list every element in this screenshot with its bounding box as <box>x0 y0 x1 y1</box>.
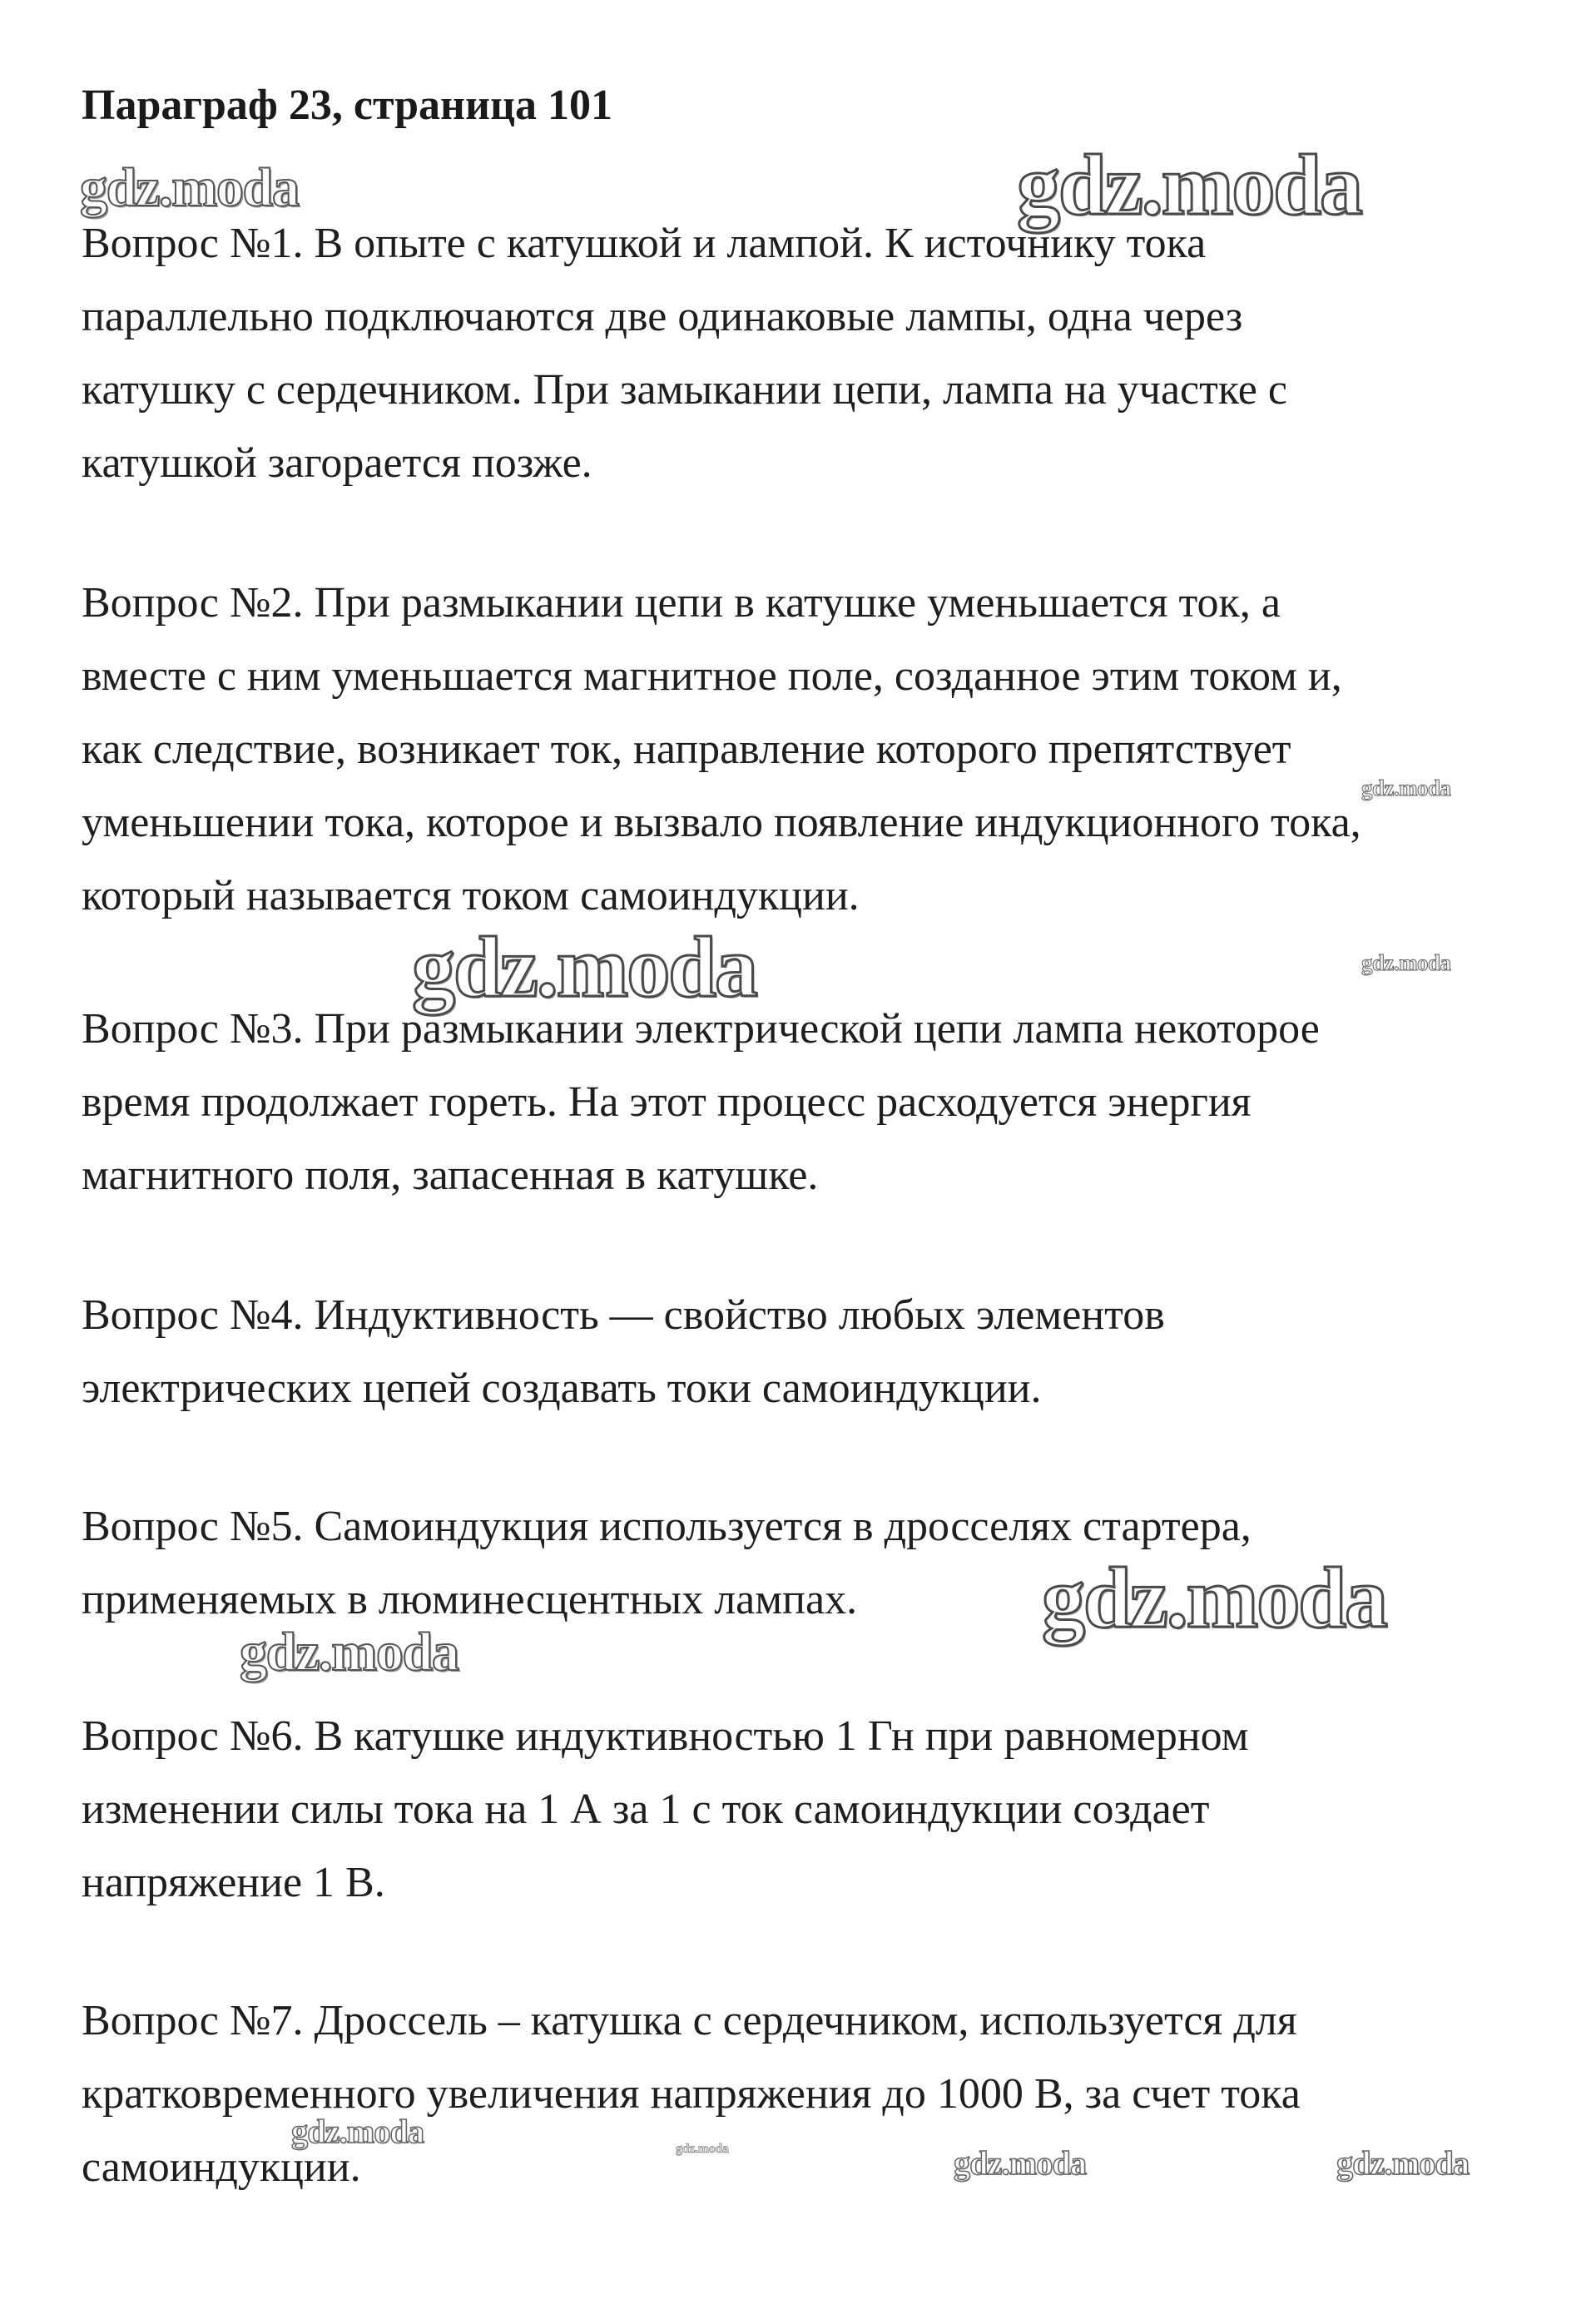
text-line: магнитного поля, запасенная в катушке. <box>82 1152 819 1199</box>
text-line: Вопрос №2. При размыкании цепи в катушке уменьшается ток, а <box>82 579 1281 627</box>
watermark: gdz.moda <box>1336 2144 1470 2182</box>
watermark: gdz.moda <box>676 2142 729 2156</box>
text-line: Вопрос №6. В катушке индуктивностью 1 Гн при равномерном <box>82 1712 1249 1760</box>
text-line: Вопрос №5. Самоиндукция используется в дросселях стартера, <box>82 1503 1252 1550</box>
watermark: gdz.moda <box>80 157 299 218</box>
text-line: который называется током самоиндукции. <box>82 872 860 919</box>
watermark: gdz.moda <box>1361 775 1451 800</box>
text-line: Вопрос №7. Дроссель – катушка с сердечником, используется для <box>82 1997 1297 2044</box>
text-line: кратковременного увеличения напряжения до 1000 В, за счет тока <box>82 2070 1301 2118</box>
watermark: gdz.moda <box>1017 137 1361 233</box>
text-line: электрических цепей создавать токи самоиндукции. <box>82 1365 1042 1412</box>
text-line: применяемых в люминесцентных лампах. <box>82 1576 858 1623</box>
text-line: как следствие, возникает ток, направление которого препятствует <box>82 726 1291 773</box>
watermark: gdz.moda <box>1361 950 1451 975</box>
page-heading: Параграф 23, страница 101 <box>82 82 612 129</box>
text-line: Вопрос №4. Индуктивность — свойство любых элементов <box>82 1291 1165 1339</box>
text-line: изменении силы тока на 1 А за 1 с ток самоиндукции создает <box>82 1786 1210 1833</box>
text-line: вместе с ним уменьшается магнитное поле, созданное этим током и, <box>82 652 1342 700</box>
watermark: gdz.moda <box>1042 1550 1386 1646</box>
watermark: gdz.moda <box>240 1622 458 1682</box>
watermark: gdz.moda <box>954 2144 1087 2182</box>
text-line: Вопрос №3. При размыкании электрической цепи лампа некоторое <box>82 1005 1320 1053</box>
text-line: Вопрос №1. В опыте с катушкой и лампой. К источнику тока <box>82 220 1207 267</box>
text-line: параллельно подключаются две одинаковые лампы, одна через <box>82 293 1243 340</box>
watermark: gdz.moda <box>412 919 756 1015</box>
text-line: уменьшении тока, которое и вызвало появление индукционного тока, <box>82 799 1361 846</box>
text-line: самоиндукции. <box>82 2143 361 2191</box>
text-line: напряжение 1 В. <box>82 1859 385 1906</box>
watermark: gdz.moda <box>291 2113 424 2150</box>
text-line: катушкой загорается позже. <box>82 439 592 487</box>
text-line: катушку с сердечником. При замыкании цепи, лампа на участке с <box>82 366 1287 414</box>
text-line: время продолжает гореть. На этот процесс расходуется энергия <box>82 1078 1252 1126</box>
